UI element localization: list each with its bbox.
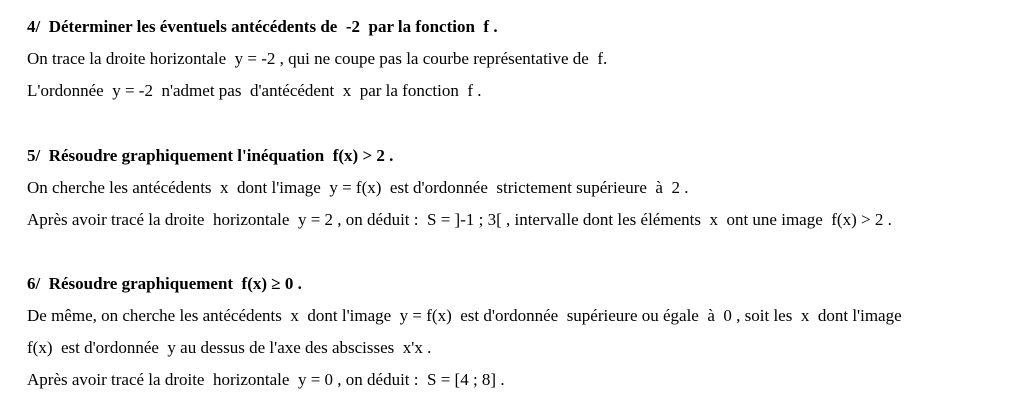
q4-line-1: On trace la droite horizontale y = -2 , qui ne coupe pas la courbe représentative de f. [27, 49, 608, 68]
q6-line-1: De même, on cherche les antécédents x dont l'image y = f(x) est d'ordonnée supérieure ou égale à 0 , soit les x dont l'image [27, 306, 902, 325]
q5-heading: 5/ Résoudre graphiquement l'inéquation f(x) > 2 . [27, 146, 394, 165]
q5-line-2: Après avoir tracé la droite horizontale y = 2 , on déduit : S = ]-1 ; 3[ , intervalle dont les éléments x ont une image f(x) > 2 . [27, 210, 892, 229]
q6-line-3: Après avoir tracé la droite horizontale y = 0 , on déduit : S = [4 ; 8] . [27, 370, 505, 389]
q5-line-1: On cherche les antécédents x dont l'image y = f(x) est d'ordonnée strictement supérieure à 2 . [27, 178, 689, 197]
q6-heading: 6/ Résoudre graphiquement f(x) ≥ 0 . [27, 274, 302, 293]
q4-line-2: L'ordonnée y = -2 n'admet pas d'antécédent x par la fonction f . [27, 81, 482, 100]
q6-line-2: f(x) est d'ordonnée y au dessus de l'axe des abscisses x'x . [27, 338, 432, 357]
q4-heading: 4/ Déterminer les éventuels antécédents de -2 par la fonction f . [27, 17, 498, 36]
